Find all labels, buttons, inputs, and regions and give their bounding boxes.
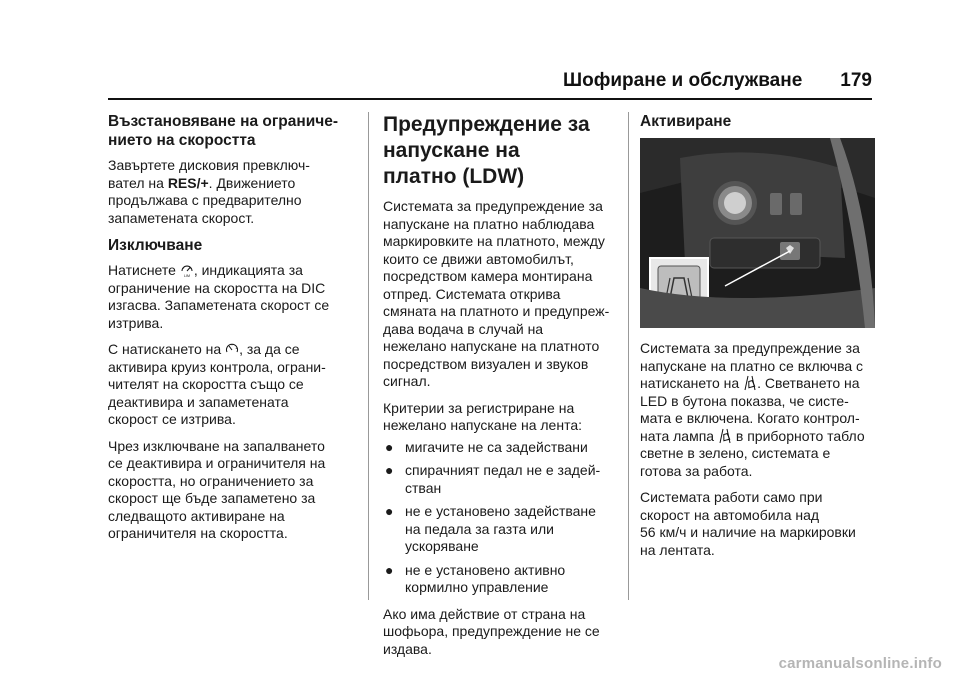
- para-ignition: Чрез изключване на запалването се деактивира и ограничителя на скоростта, но ограничението за скорост ще бъде запаметено за следващото активиране на ограничителя на скоростта.: [108, 437, 326, 541]
- list-item: ● не е установено задействане на педала за газта или ускоряване: [385, 503, 596, 554]
- list-item: ● мигачите не са задействани: [385, 438, 588, 455]
- header-rule: [108, 98, 872, 100]
- page-number: 179: [840, 70, 872, 91]
- list-item: ● спирачният педал не е задей- стван: [385, 462, 601, 496]
- para-restore: Завъртете дисковия превключ- вател на RES/+. Движението продължава с предварително запаметената скорост.: [108, 157, 310, 226]
- heading-off: Изключване: [108, 237, 203, 254]
- page-header: [563, 70, 872, 92]
- heading-activate: Активиране: [640, 113, 732, 130]
- speed-limiter-icon: [180, 262, 194, 278]
- svg-text:LIM: LIM: [183, 274, 190, 278]
- column-3: [640, 112, 876, 568]
- para-ldw-intro: Системата за предупреждение за напускане на платно наблюдава маркировките на платното, между които се движи автомобилът, посредством камера монтирана отпред. Системата открива смяната на платното и предупреж- дава водача в случай на нежелано напускане на платното посредством визуален и звуков сигнал.: [383, 198, 610, 389]
- criteria-list: [383, 439, 618, 597]
- section-title: Шофиране и обслужване: [563, 70, 803, 91]
- para-off: Натиснете LIM , индикацията за ограничение на скоростта на DIC изгасва. Запаметената скорост се изтрива.: [108, 262, 330, 331]
- list-item: ● не е установено активно кормилно управление: [385, 561, 566, 595]
- heading-restore: Възстановяване на ограниче- нието на скоростта: [108, 113, 339, 149]
- column-divider-1: [368, 112, 369, 600]
- para-criteria: Критерии за регистриране на нежелано напускане на лента:: [383, 399, 583, 433]
- column-2: [383, 112, 618, 667]
- para-activate: Системата за предупреждение за напускане на платно се включва с натискането на . Светването на LED в бутона показва, че систе- мата е включена. Когато контрол- ната лампа в приборното табло светне в зелено, системата е готова за работа.: [640, 340, 865, 479]
- ldw-title: Предупреждение за напускане на платно (LDW): [383, 113, 590, 188]
- cruise-control-icon: [225, 341, 239, 357]
- lane-departure-icon: [743, 375, 757, 391]
- ldw-button-photo: [640, 138, 875, 328]
- watermark: carmanualsonline.info: [778, 655, 942, 672]
- column-divider-2: [628, 112, 629, 600]
- column-1: [108, 112, 348, 552]
- lane-departure-icon: [718, 428, 732, 444]
- res-plus-label: RES/+: [167, 174, 209, 191]
- para-speed: Системата работи само при скорост на автомобила над 56 км/ч и наличие на маркировки на лентата.: [640, 489, 856, 558]
- para-driver: Ако има действие от страна на шофьора, предупреждение не се издава.: [383, 605, 600, 657]
- para-press: С натискането на , за да се активира круиз контрола, ограни- чителят на скоростта също се деактивира и запаметената скорост се изтрива.: [108, 341, 326, 427]
